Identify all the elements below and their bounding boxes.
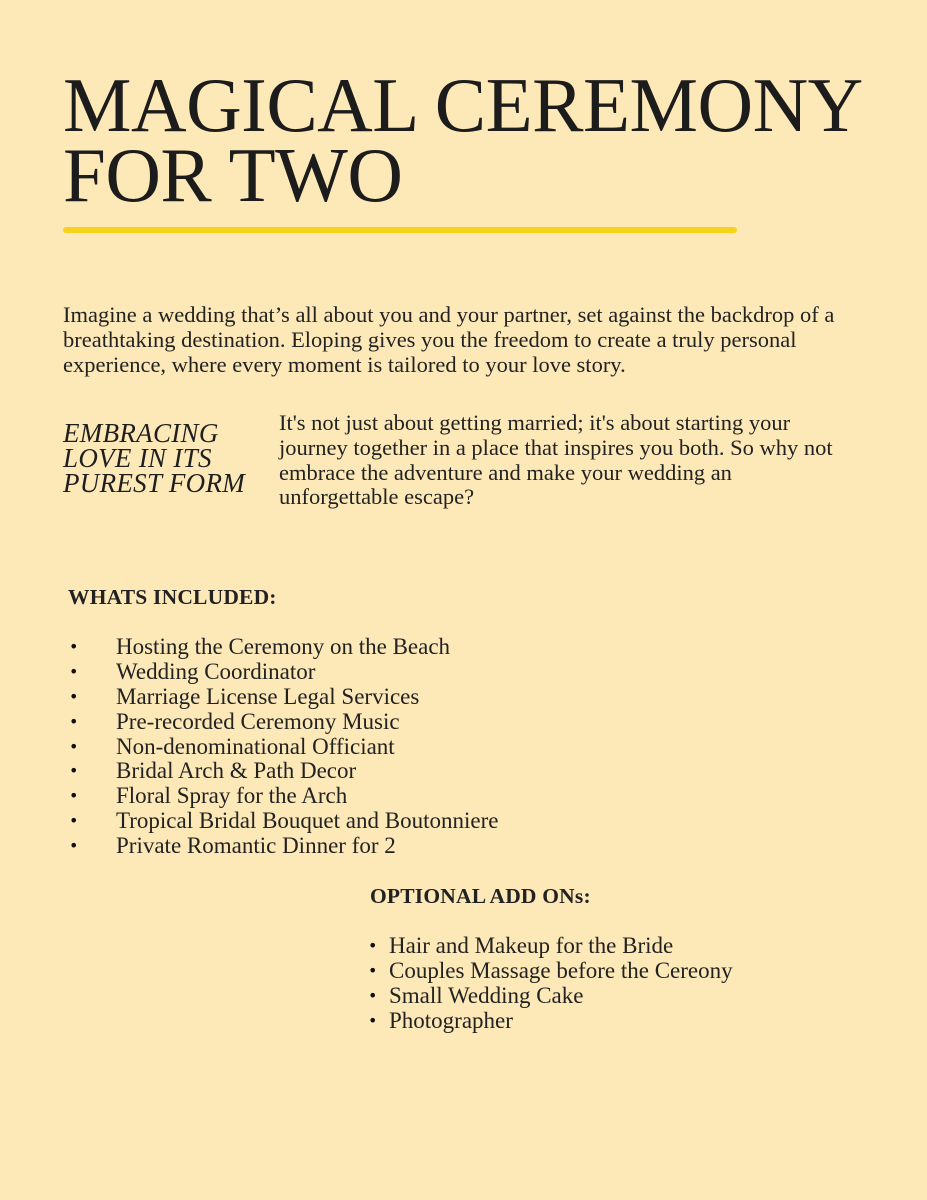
included-item-text: Wedding Coordinator <box>116 658 316 684</box>
included-item-text: Tropical Bridal Bouquet and Boutonniere <box>116 808 499 834</box>
optional-item-text: Hair and Makeup for the Bride <box>389 933 674 958</box>
title-underline <box>63 227 737 233</box>
bullet-icon: • <box>69 786 79 806</box>
included-item-text: Hosting the Ceremony on the Beach <box>116 634 451 659</box>
bullet-icon: • <box>69 736 79 756</box>
bullet-icon: • <box>368 1010 378 1030</box>
included-item-text: Pre-recorded Ceremony Music <box>116 708 400 734</box>
included-heading: WHATS INCLUDED: <box>68 585 277 609</box>
bullet-icon: • <box>368 960 378 980</box>
title-line-1: MAGICAL CEREMONY <box>63 62 863 148</box>
optional-item-text: Small Wedding Cake <box>389 982 584 1008</box>
page-title <box>63 62 883 218</box>
bullet-icon: • <box>69 686 79 706</box>
included-item-text: Non-denominational Officiant <box>116 733 395 759</box>
intro-paragraph: Imagine a wedding that’s all about you and your partner, set against the backdrop of a breathtaking destination. Eloping gives you the freedom to create a truly personal experience, where every moment is tailored to your love story. <box>63 302 835 377</box>
bullet-icon: • <box>69 811 79 831</box>
subheading: EMBRACING LOVE IN ITS PUREST FORM <box>63 418 246 498</box>
optional-item-text: Couples Massage before the Cereony <box>389 957 733 983</box>
optional-item-text: Photographer <box>389 1007 513 1033</box>
included-item-text: Private Romantic Dinner for 2 <box>116 833 396 859</box>
bullet-icon: • <box>368 936 378 955</box>
bullet-icon: • <box>368 985 378 1005</box>
bullet-icon: • <box>69 661 79 681</box>
included-item-text: Marriage License Legal Services <box>116 683 420 709</box>
optional-heading: OPTIONAL ADD ONs: <box>370 884 591 908</box>
title-line-2: FOR TWO <box>63 132 403 218</box>
bullet-icon: • <box>69 711 79 731</box>
included-item-text: Floral Spray for the Arch <box>116 783 348 809</box>
bullet-icon: • <box>69 761 79 781</box>
included-item-text: Bridal Arch & Path Decor <box>116 758 357 784</box>
bullet-icon: • <box>69 637 79 656</box>
bullet-icon: • <box>69 836 79 856</box>
journey-paragraph: It's not just about getting married; it's about starting your journey together in a place that inspires you both. So why not embrace the adventure and make your wedding an unforgettable escape? <box>279 410 833 510</box>
